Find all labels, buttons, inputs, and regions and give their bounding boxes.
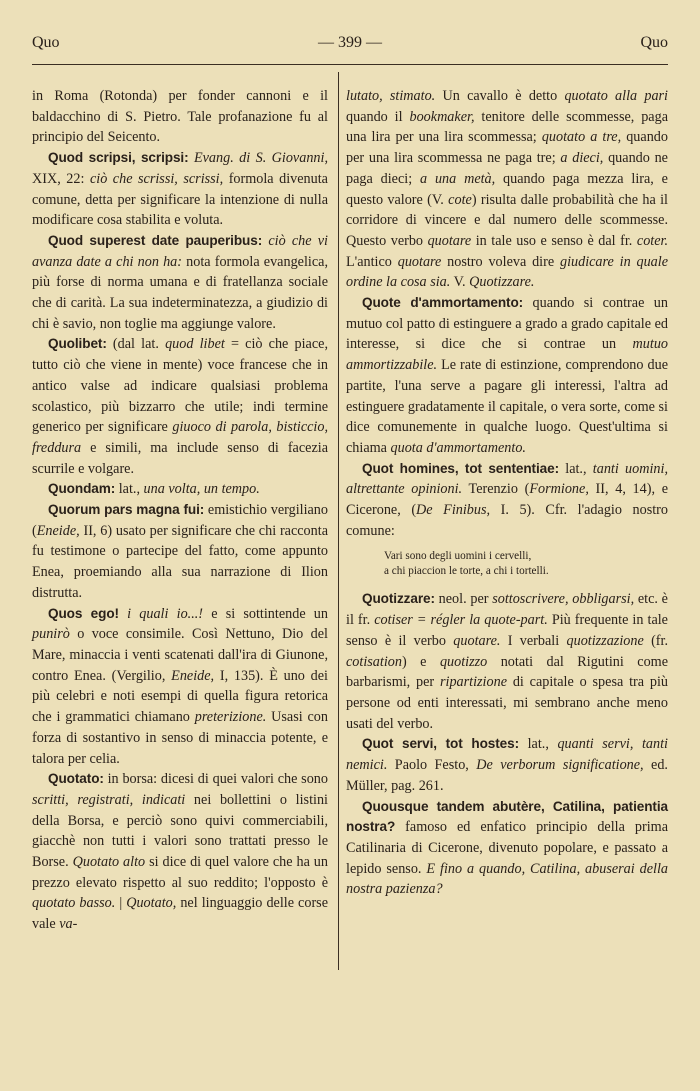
entry-text: in Roma (Rotonda) per fonder cannoni e il baldacchino di S. Pietro. Tale profanazione fu al principio del Seicento. xyxy=(32,88,328,146)
entry-headword: Quote d'ammortamento: xyxy=(362,295,524,311)
entry-headword: Quotizzare: xyxy=(362,591,435,607)
entry-italic: Quotizzare. xyxy=(469,274,535,291)
entry-text: si dice di quel valore che ha un prezzo elevato rispetto al suo reddito; l'opposto è xyxy=(32,854,328,891)
entry-text: XIX, 22: xyxy=(32,170,90,187)
entry-quotizzare xyxy=(346,589,668,734)
entry-text: e simili, ma include senso di facezia scurrile e volgare. xyxy=(32,439,328,477)
entry-text: quando ne paga dieci; xyxy=(346,150,668,187)
entry-quousque-tandem xyxy=(346,797,668,901)
entry-text: ed. Müller, pag. 261. xyxy=(346,757,668,794)
entry-text: L'antico xyxy=(346,253,398,270)
entry-italic: quotare xyxy=(397,253,442,270)
column-divider xyxy=(338,72,339,970)
entry-headword: Quorum pars magna fui: xyxy=(48,502,205,518)
entry-italic: cotisation xyxy=(346,653,402,670)
entry-translation: ciò che scrissi, scrissi, xyxy=(89,170,224,187)
entry-quote-ammortamento xyxy=(346,293,668,459)
entry-quondam xyxy=(32,479,328,500)
entry-text: Le rate di estinzione, comprendono due partite, l'una serve a pagare gli interessi, l'altra ad estinguere gradatamente il capitale, o vera sorte, come si dice comunemente in qualche luogo. Quest'ultima si chiama xyxy=(346,357,668,456)
entry-source: De verborum significatione, xyxy=(476,757,644,774)
entry-quot-homines xyxy=(346,459,668,542)
verse-quotation xyxy=(384,549,668,579)
entry-text: V. xyxy=(450,274,470,291)
entry-text: lat., xyxy=(519,736,558,753)
entry-headword: Quod scripsi, scripsi: xyxy=(48,150,189,166)
left-column xyxy=(32,86,328,935)
entry-italic: preterizione. xyxy=(194,709,267,726)
entry-italic: lutato, stimato. xyxy=(346,88,436,104)
entry-text: I verbali xyxy=(500,632,567,649)
entry-italic: bookmaker, xyxy=(409,108,475,125)
entry-text: di capitale o spesa tra più persone od enti interessati, mi sembrano anche meno usati del verbo. xyxy=(346,674,668,732)
entry-italic: punirò xyxy=(32,626,70,643)
entry-italic: a una metà, xyxy=(420,170,496,187)
running-header xyxy=(32,34,668,56)
entry-italic: a dieci, xyxy=(560,150,604,167)
header-right-guide-word: Quo xyxy=(640,34,668,51)
entry-text: quando si contrae un mutuo col patto di estinguere a grado a grado capitale ed interesse, si dice che si contrae un xyxy=(346,295,668,353)
entry-text: Un cavallo è detto xyxy=(435,88,565,104)
entry-headword: Quolibet: xyxy=(48,336,107,352)
entry-italic: mutuo ammortizzabile. xyxy=(346,336,668,374)
entry-text: in tale uso e senso è dal fr. xyxy=(471,232,637,249)
entry-italic: sottoscrivere, obbligarsi, xyxy=(492,591,635,608)
entry-continuation xyxy=(32,86,328,148)
header-rule xyxy=(32,64,668,65)
entry-translation: una volta, un tempo. xyxy=(143,481,260,498)
entry-quod-superest xyxy=(32,231,328,335)
entry-text: II, 4, 14), e Cicerone, ( xyxy=(346,481,668,519)
entry-text: o voce consimile. Così Nettuno, Dio del Mare, minaccia i venti scatenati dall'ira di Giunone, contro Enea. (Vergilio, xyxy=(32,626,328,684)
entry-headword: Quot homines, tot sententiae: xyxy=(362,460,560,476)
entry-italic: quod libet xyxy=(165,336,225,353)
entry-text: ) risulta dalle probabilità che ha il corridore di vincere e dal numero delle scommesse. Questo verbo xyxy=(346,191,668,249)
entry-text: nota formola evangelica, più forse di norma umana e di fratellanza sociale che di carità. La sua indeterminatezza, a giudizio di chi è savio, non toglie ma aggiunge valore. xyxy=(32,253,328,332)
header-left-guide-word: Quo xyxy=(32,34,60,51)
entry-italic: giuoco di parola, bisticcio, freddura xyxy=(32,419,328,456)
entry-translation: i quali io...! xyxy=(118,605,204,622)
entry-text: Paolo Festo, xyxy=(387,757,477,774)
entry-translation: tanti uomini, altrettante opinioni. xyxy=(346,460,668,498)
entry-source: Evang. di S. Giovanni, xyxy=(193,150,328,167)
entry-text: quando paga mezza lira, e questo valore (V. xyxy=(346,170,668,208)
entry-quos-ego xyxy=(32,604,328,770)
entry-text: | xyxy=(115,895,127,912)
entry-italic: quotizzo xyxy=(439,653,488,670)
entry-italic: quotato alla pari xyxy=(564,88,669,104)
entry-translation: E fino a quando, Catilina, abuserai della nostra pazienza? xyxy=(346,860,668,898)
entry-italic: scritti, registrati, indicati xyxy=(32,791,186,808)
entry-text: Più frequente in tale senso è il verbo xyxy=(346,612,668,649)
entry-italic: cote xyxy=(448,191,472,208)
entry-text: II, 6) usato per significare che chi racconta fu testimone o partecipe del fatto, come appunto Enea, proemiando alla sua narrazione di Ilion distrutta. xyxy=(32,522,328,601)
entry-text: in borsa: dicesi di quei valori che sono xyxy=(103,771,328,788)
entry-italic: cotiser = régler la quote-part. xyxy=(374,612,548,629)
entry-text: neol. per xyxy=(434,591,493,608)
entry-text: (dal lat. xyxy=(106,336,166,353)
entry-translation: ciò che vi avanza date a chi non ha: xyxy=(32,232,328,270)
entry-text: lat., xyxy=(559,460,593,477)
entry-italic: quotizzazione xyxy=(566,632,644,649)
entry-source: Formione, xyxy=(529,481,589,498)
entry-italic: quotato a tre, xyxy=(541,129,622,146)
entry-quod-scripsi xyxy=(32,148,328,231)
entry-headword: Quotato: xyxy=(48,771,104,787)
entry-quorum-pars xyxy=(32,500,328,604)
entry-italic: Quotato, xyxy=(126,895,177,912)
entry-text: nei bollettini o listini della Borsa, e perciò sono quivi commerciabili, giacchè non tutti i valori sono trattati presso le Borse. xyxy=(32,791,328,871)
verse-line: a chi piaccion le torte, a chi i tortelli. xyxy=(384,565,549,578)
entry-italic: va- xyxy=(59,916,78,933)
entry-italic: ripartizione xyxy=(439,674,507,691)
entry-italic: quotato basso. xyxy=(32,895,116,912)
entry-text: famoso ed enfatico principio della prima Catilinaria di Cicerone, divenuto popolare, e passato a lepido senso. xyxy=(346,819,668,877)
entry-source: Eneide, xyxy=(36,522,80,539)
page-number: — 399 — xyxy=(318,34,382,51)
entry-headword: Quot servi, tot hostes: xyxy=(362,736,520,752)
entry-source: De Finibus, xyxy=(416,502,491,519)
entry-text: I, 135). È uno dei più celebri e noti esempi di quella figura retorica che i grammatici chiamano xyxy=(32,667,328,726)
entry-text: formola divenuta comune, detta per significare la intenzione di nulla modificare cosa stabilita e voluta. xyxy=(32,170,328,229)
entry-continuation xyxy=(346,86,668,293)
entry-text: ) e xyxy=(401,653,440,670)
entry-text: = ciò che piace, tutto ciò che viene in mente) voce francese che in antico valse ad indicare qualsiasi problema scolastico, più bizzarro che utile; indi termine generico per significare xyxy=(32,336,328,436)
entry-headword: Quondam: xyxy=(48,481,116,497)
entry-text: nel linguaggio delle corse vale xyxy=(32,895,328,933)
entry-headword: Quousque tandem abutère, Catilina, patientia nostra? xyxy=(346,798,668,835)
entry-italic: giudicare in quale ordine la cosa sia. xyxy=(346,253,669,291)
entry-quolibet xyxy=(32,334,328,479)
entry-text: Usasi con forza di sostantivo in senso di minaccia potente, e talora per celia. xyxy=(32,709,328,767)
entry-text: Terenzio ( xyxy=(462,481,530,498)
entry-translation: quanti servi, tanti nemici. xyxy=(346,736,668,774)
entry-text: nostro voleva dire xyxy=(441,253,560,270)
entry-text: e si sottintende un xyxy=(203,605,328,622)
entry-source: Eneide, xyxy=(171,667,215,684)
entry-italic: quotare xyxy=(427,232,472,249)
entry-italic: coter. xyxy=(636,232,669,249)
entry-headword: Quod superest date pauperibus: xyxy=(48,232,263,248)
entry-text: emistichio vergiliano ( xyxy=(32,502,328,539)
entry-text: notati dal Rigutini come barbarismi, per xyxy=(346,653,668,691)
entry-text: lat., xyxy=(115,481,144,498)
entry-text: quando per una lira scommessa ne paga tre; xyxy=(346,129,668,167)
entry-text: I. 5). Cfr. l'adagio nostro comune: xyxy=(346,502,668,539)
entry-quot-servi xyxy=(346,734,668,796)
verse-line: Vari sono degli uomini i cervelli, xyxy=(384,550,532,563)
entry-text: etc. è il fr. xyxy=(346,591,668,629)
entry-quotato xyxy=(32,769,328,935)
entry-text: quando il xyxy=(346,108,410,125)
entry-text: (fr. xyxy=(643,632,669,649)
right-column xyxy=(346,86,668,900)
entry-italic: quota d'ammortamento. xyxy=(390,439,526,456)
entry-italic: Quotato alto xyxy=(72,854,146,871)
entry-text: tenitore delle scommesse, paga una lira per una lira scommessa; xyxy=(346,108,668,146)
entry-headword: Quos ego! xyxy=(48,605,119,621)
entry-italic: quotare. xyxy=(453,632,501,649)
